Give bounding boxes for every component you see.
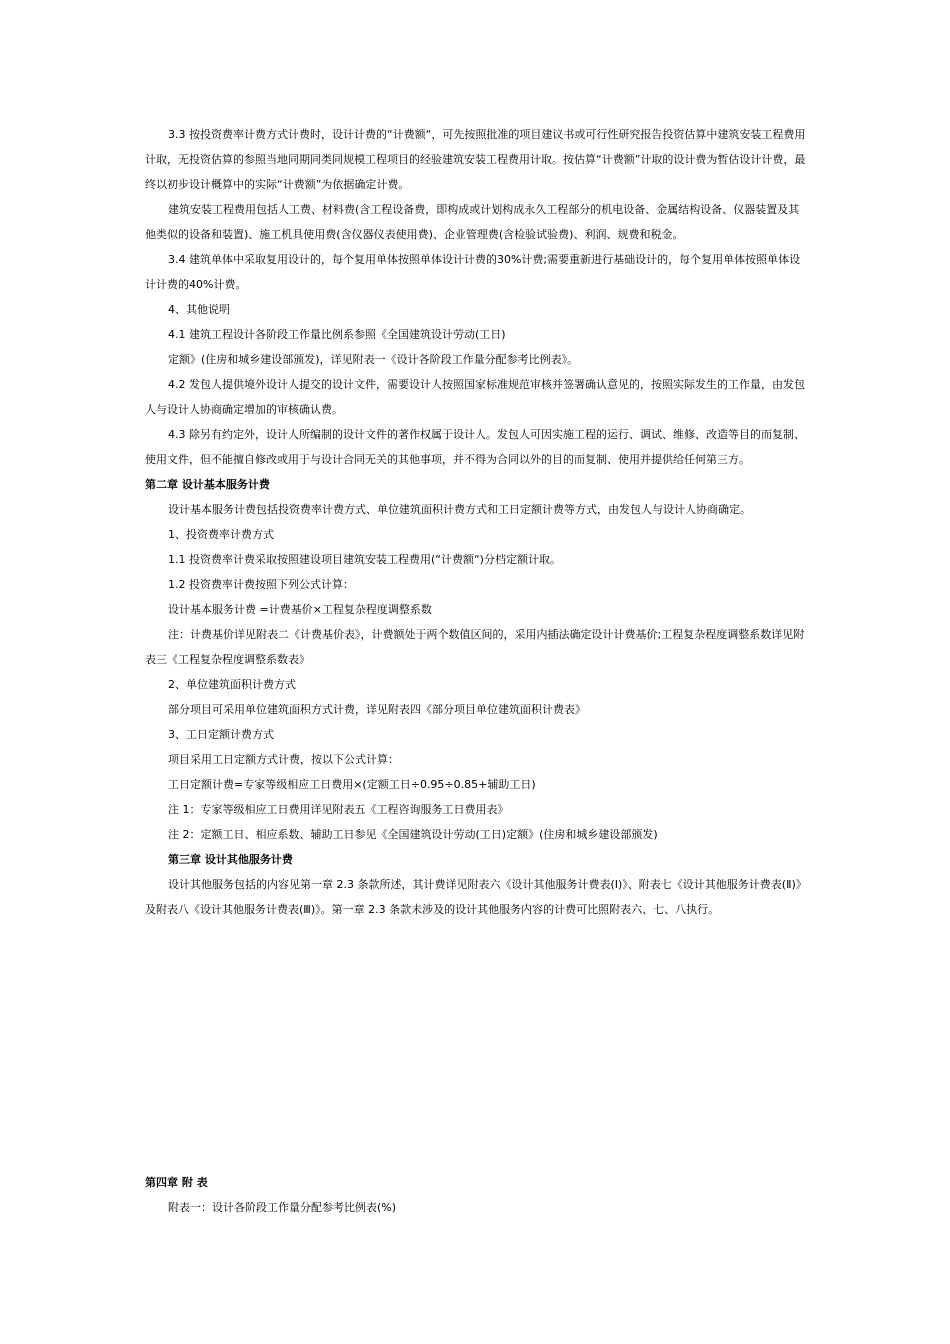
paragraph-unit-area: 部分项目可采用单位建筑面积方式计费，详见附表四《部分项目单位建筑面积计费表》	[168, 703, 586, 716]
paragraph-4-3: 4.3 除另有约定外，设计人所编制的设计文件的著作权属于设计人。发包人可因实施工程的运行、调试、维修、改造等目的而复制、使用文件，但不能擅自修改或用于与设计合同无关的其他事项，并不得为合同以外的目的而复制、使用并提供给任何第三方。	[145, 428, 805, 466]
paragraph-4-1-cont: 定额》(住房和城乡建设部颁发)，详见附表一《设计各阶段工作量分配参考比例表》。	[168, 353, 579, 366]
note-2: 注 2：定额工日、相应系数、辅助工日参见《全国建筑设计劳动(工日)定额》(住房和城乡建设部颁发)	[168, 828, 658, 841]
chapter-4-heading: 第四章 附 表	[145, 1176, 208, 1189]
note-1: 注 1：专家等级相应工日费用详见附表五《工程咨询服务工日费用表》	[168, 803, 509, 816]
paragraph-chapter-2-intro: 设计基本服务计费包括投资费率计费方式、单位建筑面积计费方式和工日定额计费等方式，由发包人与设计人协商确定。	[168, 503, 751, 516]
formula-workday: 工日定额计费=专家等级相应工日费用×(定额工日÷0.95÷0.85+辅助工日)	[168, 778, 536, 791]
appendix-1-title: 附表一：设计各阶段工作量分配参考比例表(%)	[168, 1201, 397, 1214]
paragraph-other-services: 设计其他服务包括的内容见第一章 2.3 条款所述，其计费详见附表六《设计其他服务计费表(Ⅰ)》、附表七《设计其他服务计费表(Ⅱ)》及附表八《设计其他服务计费表(Ⅲ)》。第一章 2.3 条款未涉及的设计其他服务内容的计费可比照附表六、七、八执行。	[145, 878, 807, 916]
section-4-heading: 4、其他说明	[168, 303, 230, 316]
chapter-3-heading: 第三章 设计其他服务计费	[168, 853, 293, 866]
paragraph-3-3: 3.3 按投资费率计费方式计费时，设计计费的“计费额“，可先按照批准的项目建议书或可行性研究报告投资估算中建筑安装工程费用计取，无投资估算的参照当地同期同类同规模工程项目的经验建筑安装工程费用计取。按估算“计费额”计取的设计费为暂估设计计费，最终以初步设计概算中的实际“计费额”为依据确定计费。	[145, 128, 806, 191]
paragraph-4-2: 4.2 发包人提供境外设计人提交的设计文件，需要设计人按照国家标准规范审核并签署确认意见的，按照实际发生的工作量，由发包人与设计人协商确定增加的审核确认费。	[145, 378, 805, 416]
chapter-2-heading: 第二章 设计基本服务计费	[145, 478, 270, 491]
formula-basic-service: 设计基本服务计费 =计费基价×工程复杂程度调整系数	[168, 603, 432, 616]
paragraph-4-1: 4.1 建筑工程设计各阶段工作量比例系参照《全国建筑设计劳动(工日)	[168, 328, 506, 341]
section-3-heading: 3、工日定额计费方式	[168, 728, 274, 741]
section-1-heading: 1、投资费率计费方式	[168, 528, 274, 541]
paragraph-3-4: 3.4 建筑单体中采取复用设计的，每个复用单体按照单体设计计费的30%计费;需要重新进行基础设计的，每个复用单体按照单体设计计费的40%计费。	[145, 253, 801, 291]
section-2-heading: 2、单位建筑面积计费方式	[168, 678, 296, 691]
paragraph-1-1: 1.1 投资费率计费采取按照建设项目建筑安装工程费用(“计费额“)分档定额计取。	[168, 553, 561, 566]
paragraph-workday-intro: 项目采用工日定额方式计费，按以下公式计算：	[168, 753, 399, 766]
paragraph-construction-cost: 建筑安装工程费用包括人工费、材料费(含工程设备费，即构成或计划构成永久工程部分的机电设备、金属结构设备、仪器装置及其他类似的设备和装置)、施工机具使用费(含仪器仪表使用费)、企业管理费(含检验试验费)、利润、规费和税金。	[145, 203, 800, 241]
note-base-price: 注：计费基价详见附表二《计费基价表》，计费额处于两个数值区间的，采用内插法确定设计计费基价;工程复杂程度调整系数详见附表三《工程复杂程度调整系数表》	[145, 628, 805, 666]
paragraph-1-2: 1.2 投资费率计费按照下列公式计算：	[168, 578, 354, 591]
